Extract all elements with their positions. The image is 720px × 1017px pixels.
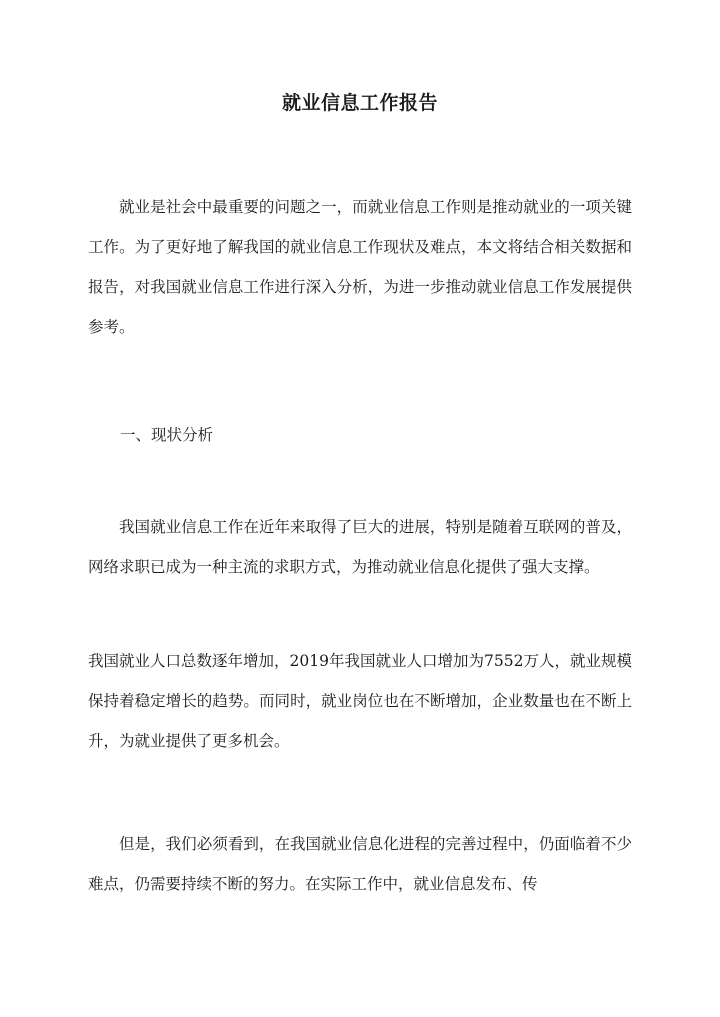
status-paragraph-3: 但是，我们必须看到，在我国就业信息化进程的完善过程中，仍面临着不少难点，仍需要持续不断的努力。在实际工作中，就业信息发布、传 <box>88 835 632 893</box>
section-heading-status-analysis: 一、现状分析 <box>120 426 214 444</box>
status-paragraph-1: 我国就业信息工作在近年来取得了巨大的进展，特别是随着互联网的普及，网络求职已成为一种主流的求职方式，为推动就业信息化提供了强大支撑。 <box>88 518 632 576</box>
document-title: 就业信息工作报告 <box>281 92 438 114</box>
status-paragraph-2: 我国就业人口总数逐年增加，2019年我国就业人口增加为7552万人，就业规模保持着稳定增长的趋势。而同时，就业岗位也在不断增加，企业数量也在不断上升，为就业提供了更多机会。 <box>88 652 632 750</box>
intro-paragraph: 就业是社会中最重要的问题之一，而就业信息工作则是推动就业的一项关键工作。为了更好地了解我国的就业信息工作现状及难点，本文将结合相关数据和报告，对我国就业信息工作进行深入分析，为进一步推动就业信息工作发展提供参考。 <box>88 198 632 336</box>
